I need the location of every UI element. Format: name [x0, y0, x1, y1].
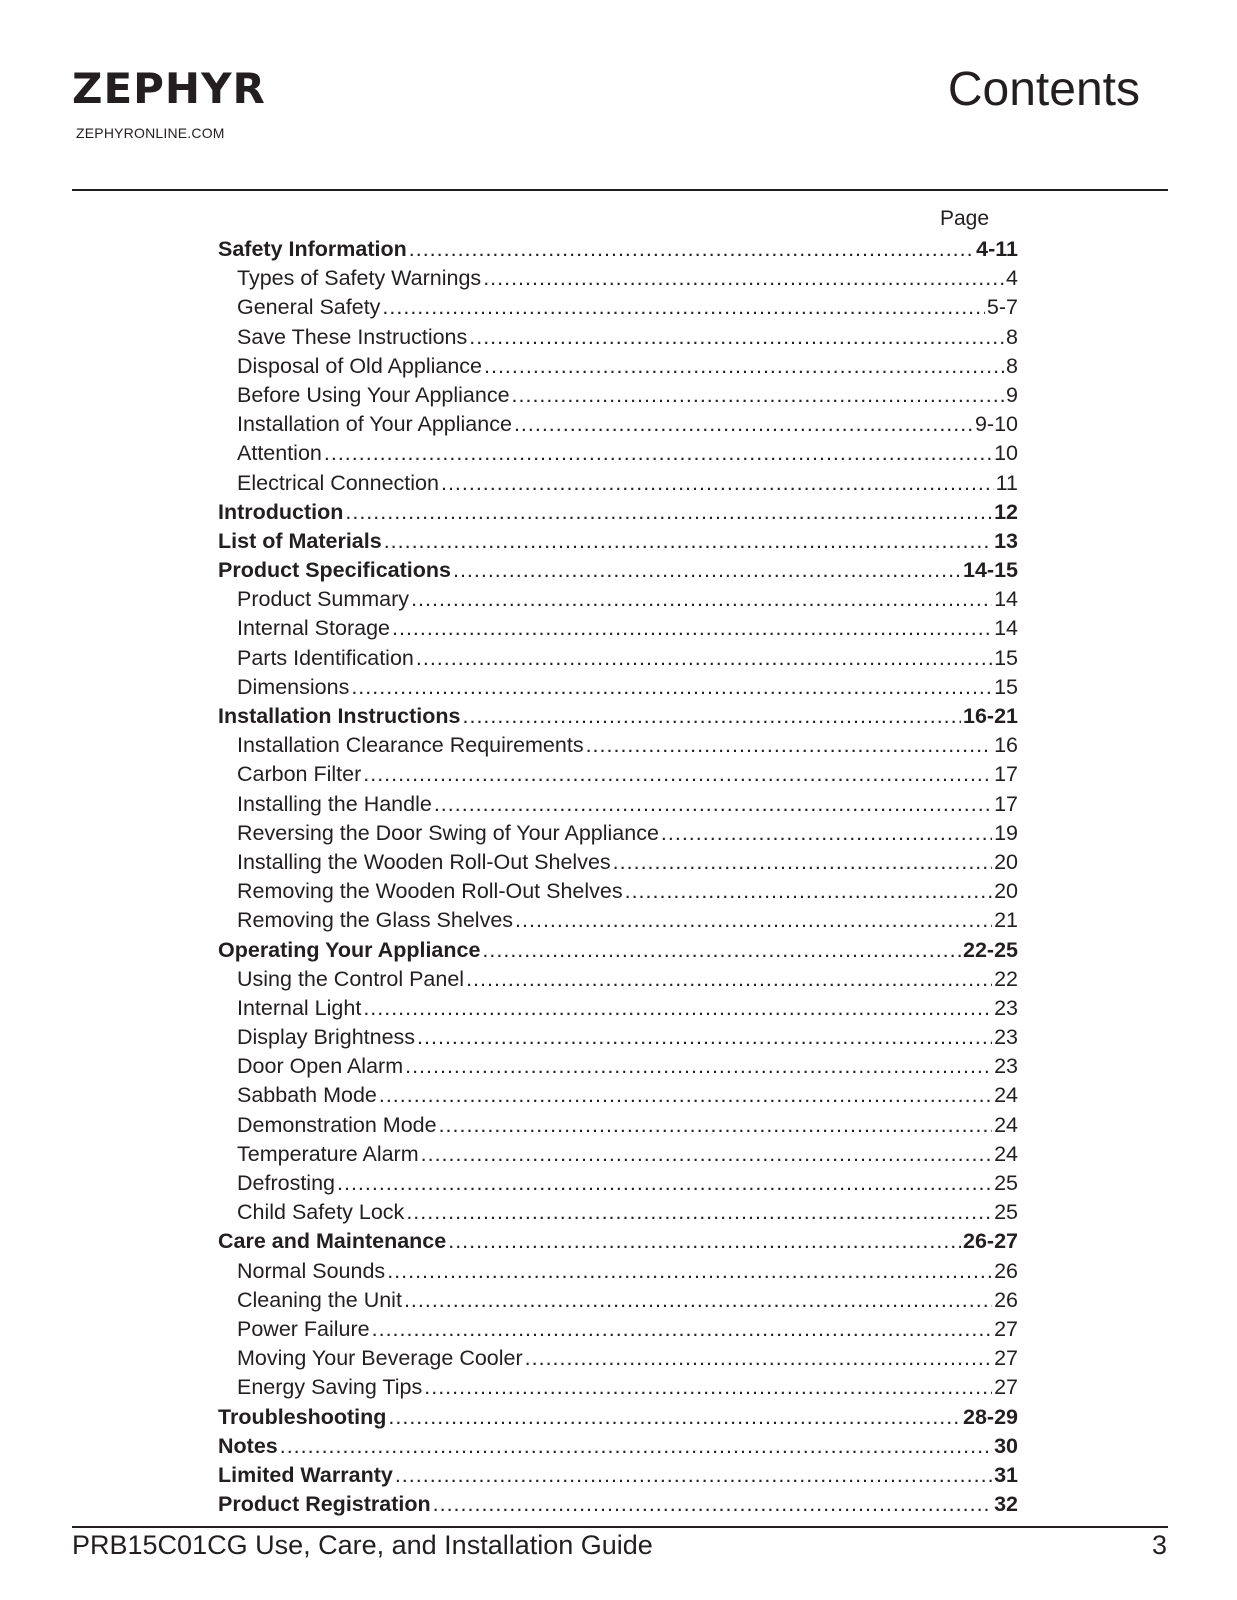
toc-entry-label: Removing the Wooden Roll-Out Shelves [237, 879, 623, 904]
toc-entry-page: 23 [994, 1025, 1018, 1050]
toc-leader-dots [515, 906, 992, 935]
toc-entry-page: 24 [994, 1083, 1018, 1108]
toc-leader-dots [439, 1111, 993, 1140]
toc-subsection-entry[interactable] [218, 381, 1018, 410]
toc-leader-dots [586, 731, 993, 760]
toc-entry-label: Installation Instructions [218, 704, 461, 728]
toc-entry-label: List of Materials [218, 528, 382, 553]
toc-entry-label: Energy Saving Tips [237, 1375, 423, 1400]
toc-subsection-entry[interactable] [218, 439, 1018, 468]
toc-section-entry[interactable] [218, 702, 1018, 731]
toc-entry-page: 26 [994, 1258, 1018, 1283]
toc-entry-label: Defrosting [237, 1171, 335, 1195]
toc-entry-label: Safety Information [218, 237, 407, 261]
toc-leader-dots [434, 790, 992, 819]
toc-section-entry[interactable] [218, 1490, 1018, 1519]
table-of-contents [218, 235, 1018, 1519]
footer-divider [72, 1526, 1168, 1528]
toc-leader-dots [512, 381, 1005, 410]
toc-leader-dots [395, 1461, 992, 1490]
toc-leader-dots [625, 877, 992, 906]
toc-entry-page: 27 [994, 1316, 1018, 1341]
toc-entry-page: 8 [1006, 324, 1018, 349]
toc-subsection-entry[interactable] [218, 1023, 1018, 1052]
toc-subsection-entry[interactable] [218, 614, 1018, 643]
toc-entry-label: Removing the Glass Shelves [237, 908, 514, 933]
toc-entry-page: 4-11 [976, 237, 1018, 261]
toc-entry-label: Disposal of Old Appliance [237, 353, 483, 378]
toc-leader-dots [384, 527, 992, 556]
toc-entry-label: Internal Storage [237, 616, 390, 641]
page-title: Contents [947, 63, 1140, 116]
toc-entry-label: Care and Maintenance [218, 1229, 447, 1254]
toc-entry-label: Demonstration Mode [237, 1112, 437, 1137]
toc-entry-page: 26 [994, 1287, 1018, 1312]
toc-leader-dots [416, 644, 992, 673]
toc-entry-label: Troubleshooting [218, 1404, 387, 1429]
toc-section-entry[interactable] [218, 498, 1018, 527]
website-url[interactable]: ZEPHYRONLINE.COM [76, 125, 225, 141]
toc-entry-page: 16-21 [963, 704, 1018, 728]
toc-entry-label: Internal Light [237, 995, 362, 1020]
toc-leader-dots [448, 1227, 961, 1256]
toc-section-entry[interactable] [218, 1461, 1018, 1490]
toc-section-entry[interactable] [218, 527, 1018, 556]
toc-entry-label: Door Open Alarm [237, 1054, 404, 1079]
toc-subsection-entry[interactable] [218, 293, 1018, 322]
toc-entry-page: 27 [994, 1375, 1018, 1400]
toc-leader-dots [363, 760, 992, 789]
footer-guide-title: PRB15C01CG Use, Care, and Installation Guide [72, 1530, 653, 1560]
toc-subsection-entry[interactable] [218, 819, 1018, 848]
toc-subsection-entry[interactable] [218, 790, 1018, 819]
toc-entry-label: Sabbath Mode [237, 1083, 377, 1108]
toc-entry-page: 10 [994, 441, 1018, 466]
toc-leader-dots [483, 264, 1004, 293]
toc-entry-label: Installation of Your Appliance [237, 412, 512, 437]
toc-leader-dots [324, 439, 992, 468]
toc-leader-dots [482, 936, 961, 965]
toc-leader-dots [345, 498, 992, 527]
toc-subsection-entry[interactable] [218, 410, 1018, 439]
brand-logo: ZEPHYR [72, 64, 266, 113]
toc-subsection-entry[interactable] [218, 906, 1018, 935]
toc-entry-label: Types of Safety Warnings [237, 266, 482, 291]
toc-subsection-entry[interactable] [218, 1286, 1018, 1315]
toc-subsection-entry[interactable] [218, 1373, 1018, 1402]
toc-entry-page: 5-7 [986, 295, 1018, 320]
toc-subsection-entry[interactable] [218, 1315, 1018, 1344]
footer-page-number: 3 [1151, 1530, 1167, 1560]
toc-entry-label: Child Safety Lock [237, 1200, 405, 1225]
toc-entry-page: 20 [994, 879, 1018, 904]
toc-leader-dots [441, 469, 994, 498]
toc-entry-label: Installation Clearance Requirements [237, 733, 584, 758]
toc-entry-label: Cleaning the Unit [237, 1287, 402, 1312]
toc-leader-dots [484, 352, 1004, 381]
toc-entry-page: 27 [994, 1346, 1018, 1371]
toc-entry-label: Moving Your Beverage Cooler [237, 1346, 523, 1371]
toc-entry-page: 30 [994, 1433, 1018, 1458]
toc-subsection-entry[interactable] [218, 264, 1018, 293]
toc-entry-page: 13 [994, 528, 1018, 553]
toc-page-column-heading: Page [940, 207, 990, 230]
toc-entry-label: Parts Identification [237, 645, 414, 670]
toc-subsection-entry[interactable] [218, 1198, 1018, 1227]
toc-entry-label: Product Summary [237, 587, 410, 612]
toc-leader-dots [514, 410, 973, 439]
toc-entry-page: 31 [994, 1462, 1018, 1487]
toc-leader-dots [469, 323, 1004, 352]
toc-entry-page: 15 [994, 674, 1018, 699]
toc-subsection-entry[interactable] [218, 965, 1018, 994]
toc-leader-dots [421, 1140, 992, 1169]
toc-leader-dots [382, 293, 985, 322]
toc-section-entry[interactable] [218, 1227, 1018, 1256]
toc-entry-page: 14 [994, 616, 1018, 641]
toc-entry-label: Dimensions [237, 674, 350, 699]
toc-leader-dots [404, 1286, 992, 1315]
toc-entry-page: 11 [995, 470, 1018, 495]
toc-subsection-entry[interactable] [218, 1344, 1018, 1373]
toc-entry-page: 22-25 [963, 937, 1018, 962]
toc-entry-page: 22 [994, 966, 1018, 991]
toc-entry-label: Limited Warranty [218, 1462, 393, 1487]
toc-entry-page: 17 [994, 762, 1018, 787]
toc-entry-page: 23 [994, 995, 1018, 1020]
toc-leader-dots [433, 1490, 992, 1519]
toc-subsection-entry[interactable] [218, 848, 1018, 877]
toc-leader-dots [411, 585, 992, 614]
toc-leader-dots [372, 1315, 992, 1344]
toc-subsection-entry[interactable] [218, 673, 1018, 702]
toc-entry-label: Temperature Alarm [237, 1141, 419, 1166]
toc-entry-page: 20 [994, 849, 1018, 874]
toc-entry-page: 23 [994, 1054, 1018, 1079]
toc-leader-dots [409, 235, 974, 264]
toc-entry-label: Reversing the Door Swing of Your Appliance [237, 820, 659, 845]
toc-leader-dots [424, 1373, 992, 1402]
header-divider [72, 189, 1168, 191]
toc-entry-label: Installing the Wooden Roll-Out Shelves [237, 849, 611, 874]
toc-entry-page: 9 [1006, 382, 1018, 407]
toc-subsection-entry[interactable] [218, 994, 1018, 1023]
toc-leader-dots [392, 614, 992, 643]
toc-subsection-entry[interactable] [218, 1169, 1018, 1198]
toc-entry-label: General Safety [237, 295, 381, 320]
toc-leader-dots [363, 994, 992, 1023]
toc-leader-dots [406, 1198, 992, 1227]
toc-leader-dots [337, 1169, 992, 1198]
toc-entry-page: 32 [994, 1492, 1018, 1517]
toc-leader-dots [661, 819, 992, 848]
toc-subsection-entry[interactable] [218, 323, 1018, 352]
toc-entry-page: 9-10 [974, 412, 1018, 437]
toc-entry-label: Before Using Your Appliance [237, 382, 510, 407]
toc-entry-page: 12 [994, 499, 1018, 524]
toc-entry-label: Carbon Filter [237, 762, 362, 787]
toc-leader-dots [463, 702, 962, 731]
toc-entry-page: 4 [1006, 266, 1018, 291]
toc-leader-dots [417, 1023, 992, 1052]
toc-entry-label: Product Specifications [218, 558, 451, 583]
toc-section-entry[interactable] [218, 556, 1018, 585]
toc-subsection-entry[interactable] [218, 1257, 1018, 1286]
toc-leader-dots [405, 1052, 992, 1081]
toc-entry-label: Notes [218, 1433, 278, 1458]
toc-section-entry[interactable] [218, 1403, 1018, 1432]
toc-entry-label: Product Registration [218, 1492, 431, 1517]
toc-entry-page: 15 [994, 645, 1018, 670]
toc-subsection-entry[interactable] [218, 585, 1018, 614]
toc-entry-page: 14-15 [963, 558, 1018, 583]
toc-subsection-entry[interactable] [218, 877, 1018, 906]
toc-subsection-entry[interactable] [218, 1052, 1018, 1081]
toc-leader-dots [613, 848, 992, 877]
toc-entry-page: 21 [994, 908, 1018, 933]
toc-entry-page: 16 [994, 733, 1018, 758]
toc-section-entry[interactable] [218, 235, 1018, 264]
toc-entry-label: Power Failure [237, 1316, 370, 1341]
toc-leader-dots [280, 1432, 992, 1461]
toc-subsection-entry[interactable] [218, 352, 1018, 381]
toc-subsection-entry[interactable] [218, 469, 1018, 498]
toc-leader-dots [379, 1081, 992, 1110]
toc-entry-page: 24 [994, 1112, 1018, 1137]
toc-leader-dots [525, 1344, 992, 1373]
toc-leader-dots [466, 965, 992, 994]
toc-entry-label: Using the Control Panel [237, 966, 465, 991]
toc-subsection-entry[interactable] [218, 644, 1018, 673]
toc-entry-label: Display Brightness [237, 1025, 416, 1050]
toc-subsection-entry[interactable] [218, 760, 1018, 789]
toc-entry-label: Normal Sounds [237, 1258, 386, 1283]
toc-entry-page: 24 [994, 1141, 1018, 1166]
toc-leader-dots [387, 1257, 992, 1286]
toc-subsection-entry[interactable] [218, 1140, 1018, 1169]
toc-subsection-entry[interactable] [218, 731, 1018, 760]
toc-entry-page: 8 [1006, 353, 1018, 378]
toc-entry-label: Introduction [218, 499, 344, 524]
toc-entry-page: 26-27 [963, 1229, 1018, 1254]
toc-entry-page: 17 [994, 791, 1018, 816]
toc-entry-label: Installing the Handle [237, 791, 432, 816]
toc-section-entry[interactable] [218, 1432, 1018, 1461]
toc-subsection-entry[interactable] [218, 1111, 1018, 1140]
toc-entry-page: 14 [994, 587, 1018, 612]
toc-leader-dots [351, 673, 992, 702]
toc-subsection-entry[interactable] [218, 1081, 1018, 1110]
toc-entry-page: 19 [994, 820, 1018, 845]
toc-leader-dots [453, 556, 961, 585]
toc-entry-label: Electrical Connection [237, 470, 439, 495]
toc-section-entry[interactable] [218, 936, 1018, 965]
toc-entry-label: Attention [237, 441, 322, 466]
toc-entry-label: Operating Your Appliance [218, 937, 481, 962]
toc-entry-page: 25 [994, 1171, 1018, 1195]
toc-entry-page: 28-29 [963, 1404, 1018, 1429]
toc-entry-page: 25 [994, 1200, 1018, 1225]
toc-entry-label: Save These Instructions [237, 324, 468, 349]
toc-leader-dots [388, 1403, 961, 1432]
